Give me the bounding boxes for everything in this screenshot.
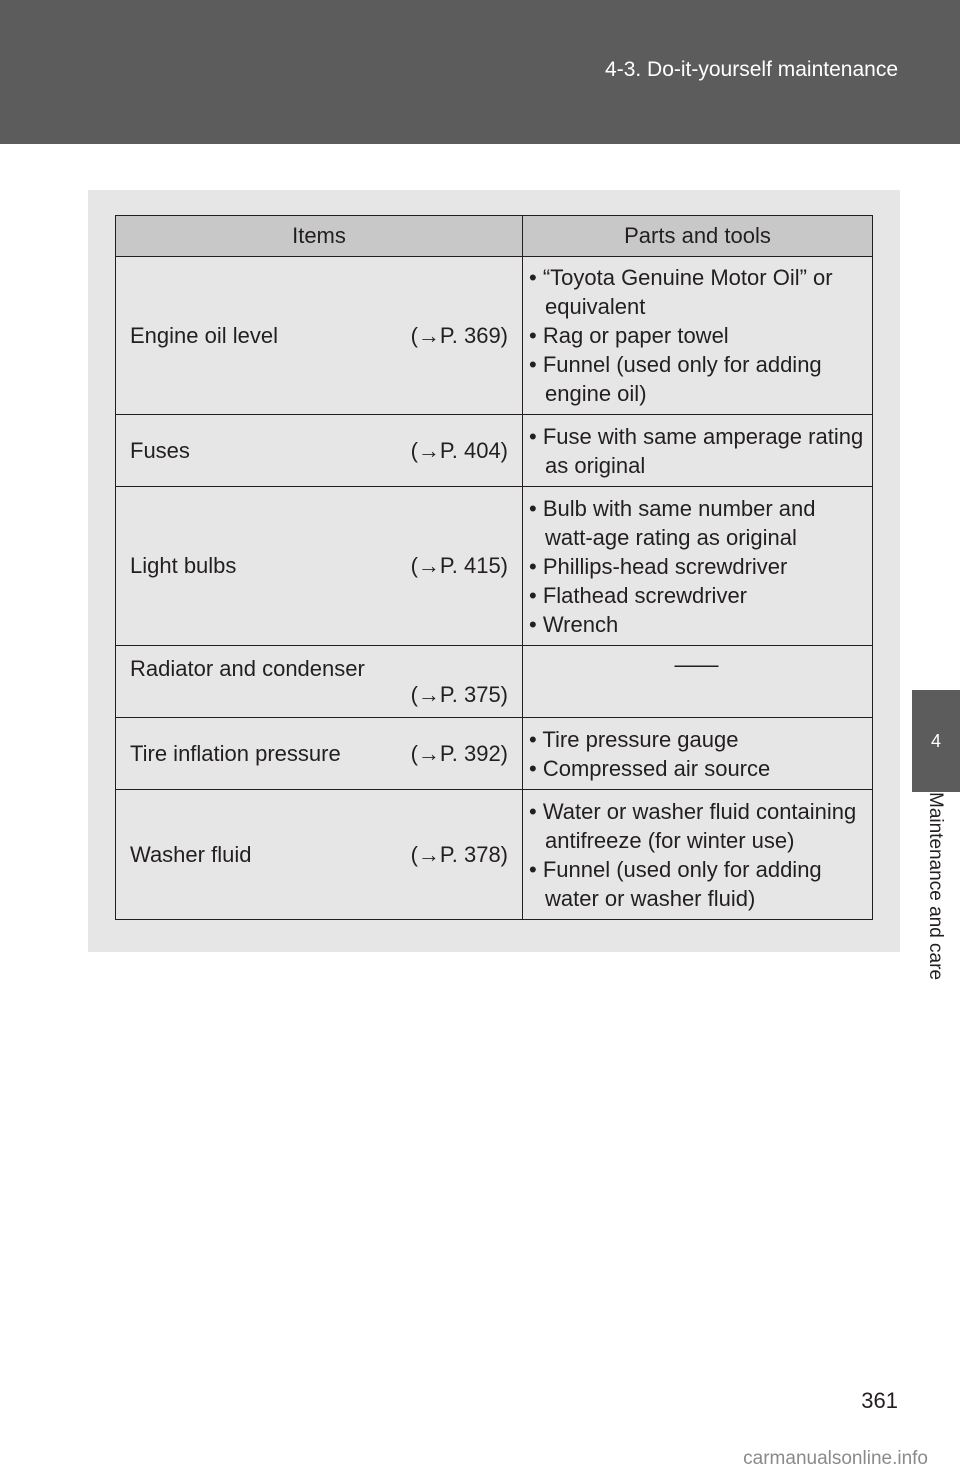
list-item: • Tire pressure gauge [529, 726, 739, 752]
list-item: • Rag or paper towel [529, 323, 729, 348]
item-name: Light bulbs [130, 553, 237, 578]
header-parts-and-tools: Parts and tools [523, 216, 873, 257]
parts-cell [523, 646, 873, 718]
section-title: 4-3. Do-it-yourself maintenance [605, 58, 898, 81]
chapter-number-tab: 4 [912, 690, 960, 792]
page-reference: (→P. 375) [410, 681, 508, 707]
watermark: carmanualsonline.info [743, 1448, 928, 1469]
list-item: • Compressed air source [529, 755, 771, 781]
parts-cell [523, 487, 873, 646]
list-item: • Fuse with same amperage rating as original [529, 423, 864, 478]
page-reference: (→P. 378) [410, 841, 508, 867]
table-row [116, 718, 873, 790]
parts-cell [523, 718, 873, 790]
table-header-row [116, 216, 873, 257]
item-name: Fuses [130, 437, 190, 463]
list-item: • Funnel (used only for adding water or washer fluid) [529, 856, 822, 911]
table-row [116, 415, 873, 487]
chapter-title: Maintenance and care [925, 792, 946, 981]
page-reference: (→P. 415) [410, 553, 508, 578]
item-cell [116, 646, 523, 718]
list-item: • Bulb with same number and watt-age rating as original [529, 495, 816, 550]
list-item: • “Toyota Genuine Motor Oil” or equivalent [529, 265, 833, 319]
table-row [116, 790, 873, 920]
item-cell [116, 257, 523, 415]
page-number: 361 [861, 1388, 898, 1413]
item-cell [116, 415, 523, 487]
item-cell [116, 487, 523, 646]
item-cell [116, 718, 523, 790]
maintenance-parts-table [115, 215, 873, 920]
not-applicable-dash: —— [674, 652, 719, 677]
parts-cell [523, 257, 873, 415]
list-item: • Funnel (used only for adding engine oil) [529, 352, 822, 406]
list-item: • Wrench [529, 611, 619, 637]
item-name: Washer fluid [130, 841, 252, 867]
list-item: • Water or washer fluid containing antifreeze (for winter use) [529, 798, 857, 853]
list-item: • Phillips-head screwdriver [529, 553, 788, 579]
header-items: Items [116, 216, 523, 257]
parts-cell [523, 415, 873, 487]
item-cell [116, 790, 523, 920]
parts-cell [523, 790, 873, 920]
page-reference: (→P. 392) [410, 740, 508, 766]
list-item: • Flathead screwdriver [529, 582, 748, 608]
chapter-title-tab [912, 792, 960, 1032]
item-name: Radiator and condenser [130, 655, 365, 681]
page-reference: (→P. 369) [410, 322, 508, 348]
item-name: Engine oil level [130, 322, 278, 348]
table-row [116, 257, 873, 415]
page-header [0, 0, 960, 144]
table-row [116, 646, 873, 718]
item-name: Tire inflation pressure [130, 740, 341, 766]
page-reference: (→P. 404) [410, 437, 508, 463]
table-row [116, 487, 873, 646]
